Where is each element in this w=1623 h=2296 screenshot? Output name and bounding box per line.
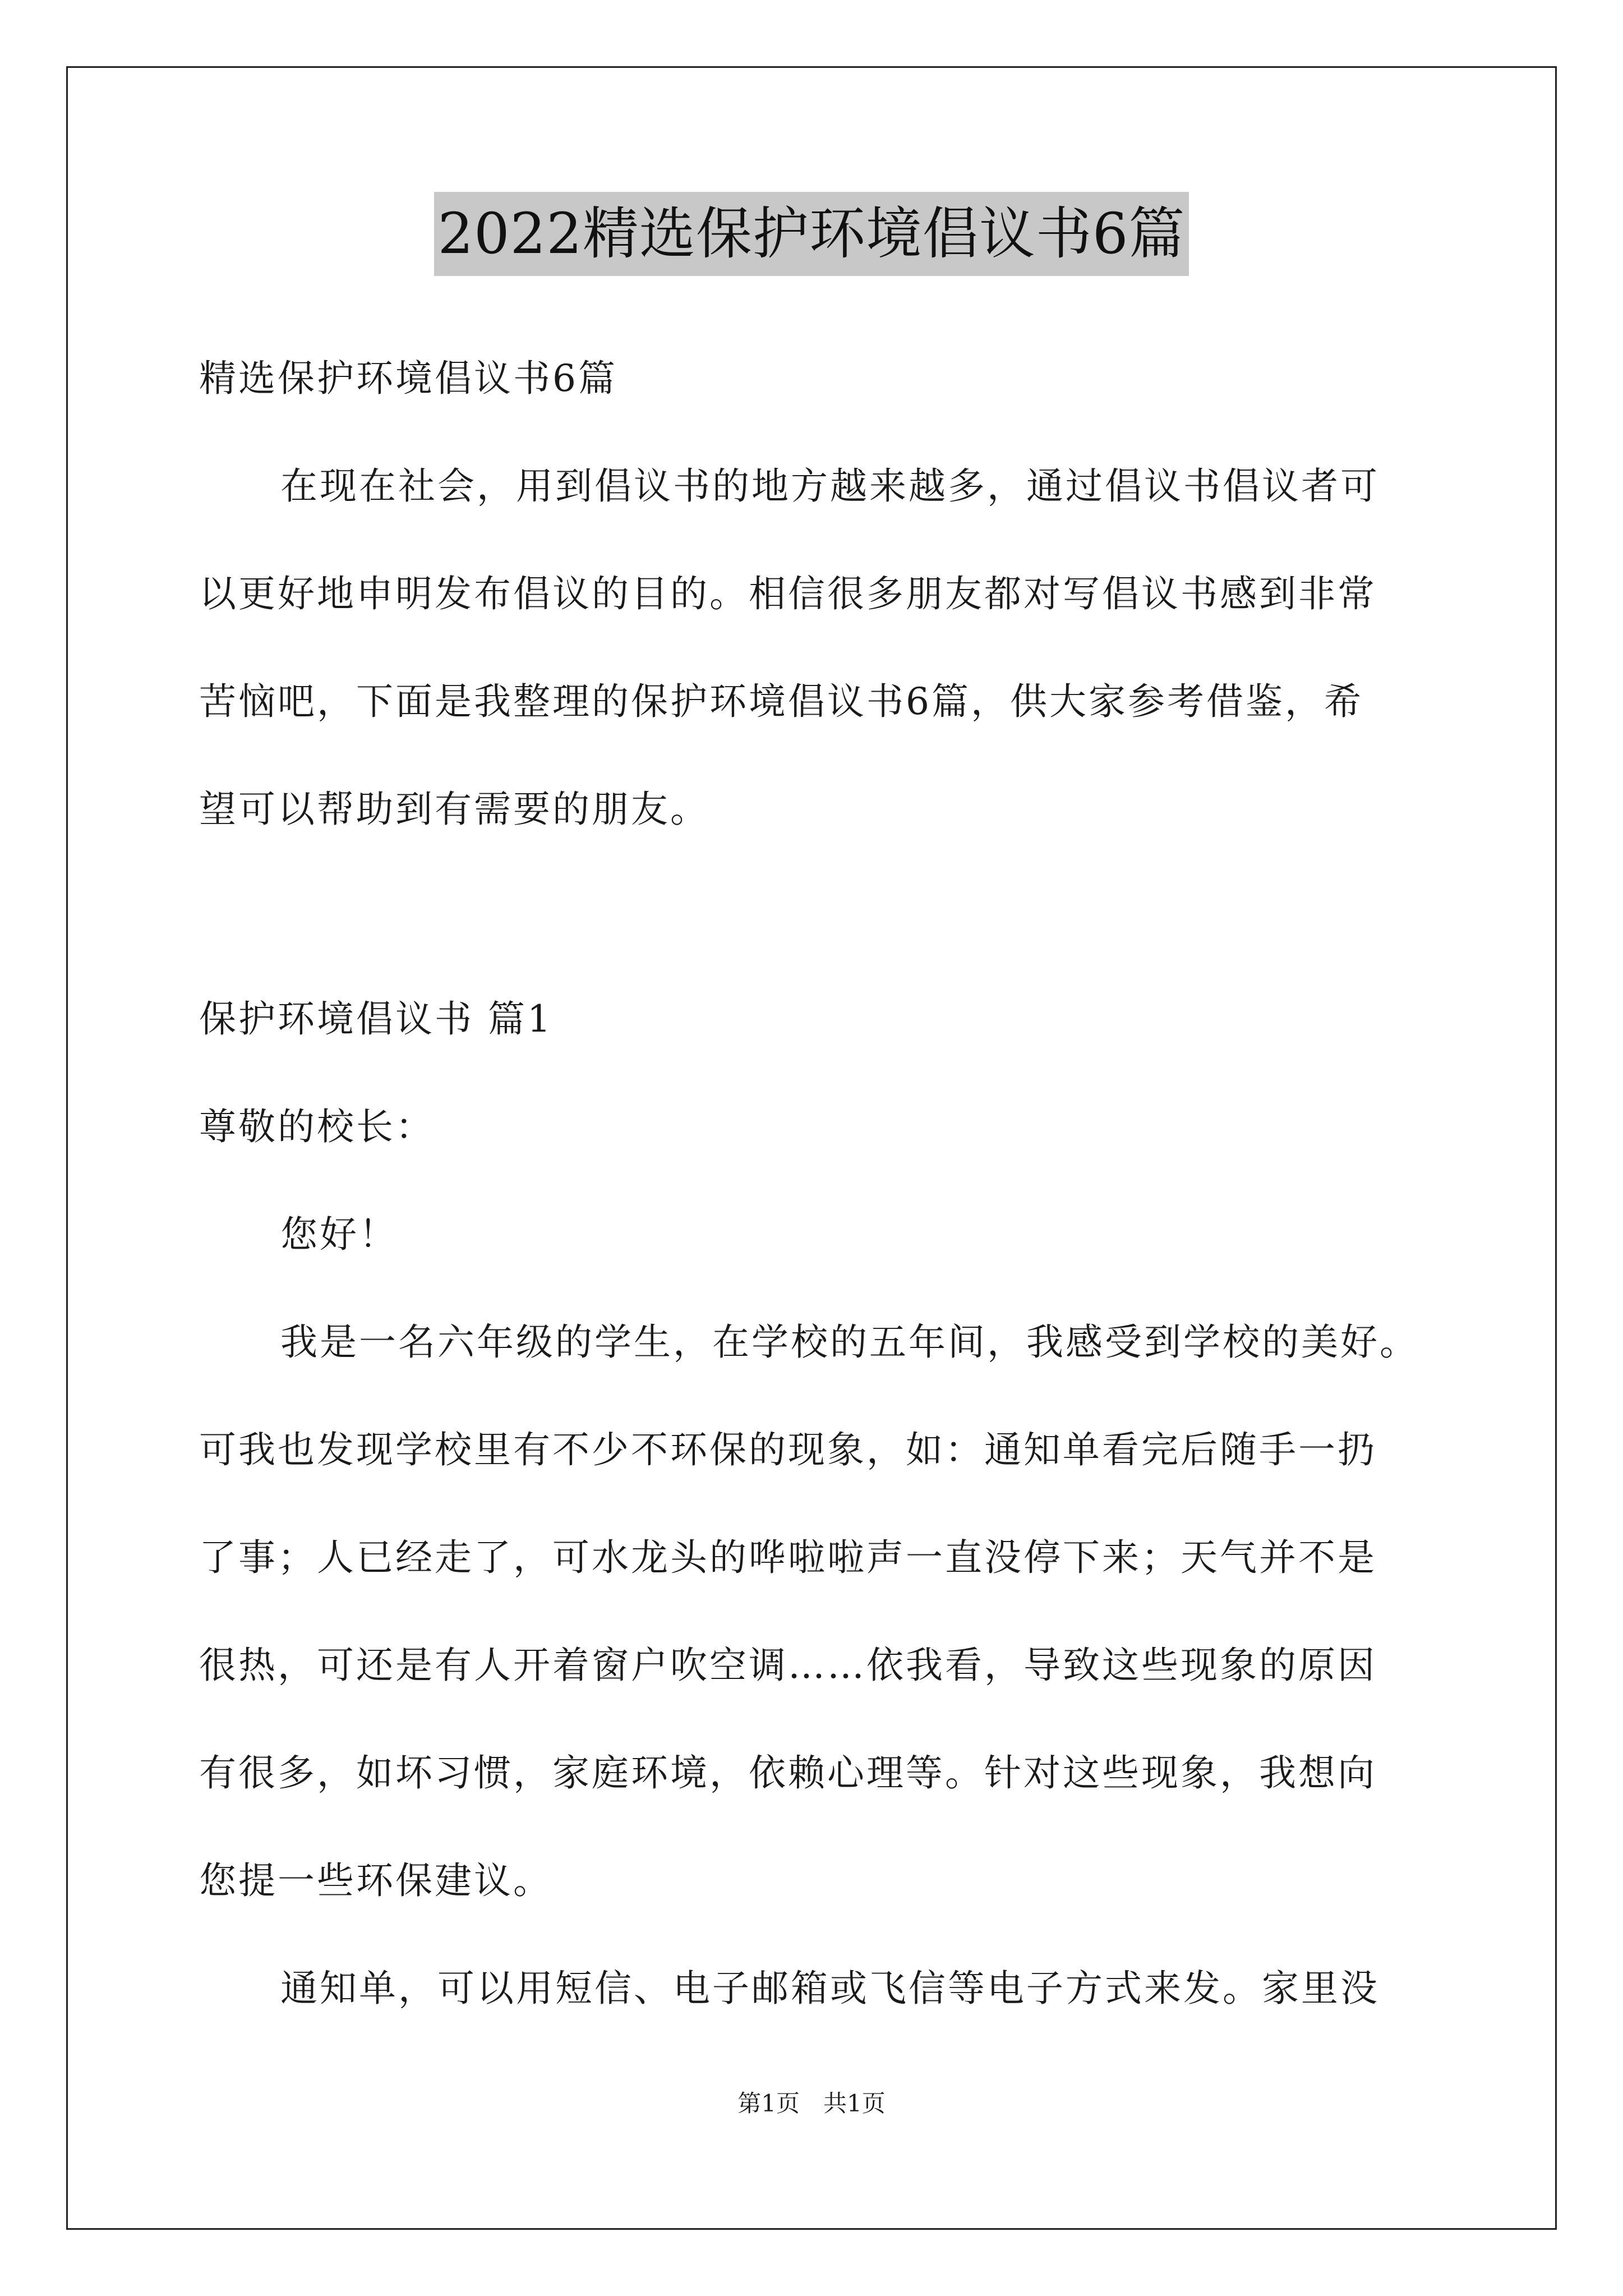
intro-line-2: 以更好地申明发布倡议的目的。相信很多朋友都对写倡议书感到非常 <box>199 572 1377 615</box>
body-line-4: 很热，可还是有人开着窗户吹空调……依我看，导致这些现象的原因 <box>199 1644 1377 1687</box>
body-line-7: 通知单，可以用短信、电子邮箱或飞信等电子方式来发。家里没 <box>280 1967 1380 2010</box>
intro-line-3: 苦恼吧，下面是我整理的保护环境倡议书6篇，供大家参考借鉴，希 <box>199 680 1363 723</box>
page-footer: 第1页 共1页 <box>737 2090 886 2117</box>
document-subtitle: 精选保护环境倡议书6篇 <box>199 357 617 400</box>
body-line-5: 有很多，如坏习惯，家庭环境，依赖心理等。针对这些现象，我想向 <box>199 1751 1377 1795</box>
body-line-3: 了事；人已经走了，可水龙头的哗啦啦声一直没停下来；天气并不是 <box>199 1536 1377 1579</box>
section-heading: 保护环境倡议书 篇1 <box>199 997 553 1041</box>
body-line-1: 我是一名六年级的学生，在学校的五年间，我感受到学校的美好。 <box>280 1320 1419 1364</box>
title-container <box>0 192 1623 276</box>
intro-line-4: 望可以帮助到有需要的朋友。 <box>199 788 709 831</box>
intro-line-1: 在现在社会，用到倡议书的地方越来越多，通过倡议书倡议者可 <box>280 464 1380 508</box>
body-line-6: 您提一些环保建议。 <box>199 1859 552 1902</box>
salutation: 尊敬的校长： <box>199 1105 435 1148</box>
body-line-2: 可我也发现学校里有不少不环保的现象，如：通知单看完后随手一扔 <box>199 1428 1377 1471</box>
document-title: 2022精选保护环境倡议书6篇 <box>434 192 1188 276</box>
greeting: 您好！ <box>280 1213 398 1256</box>
